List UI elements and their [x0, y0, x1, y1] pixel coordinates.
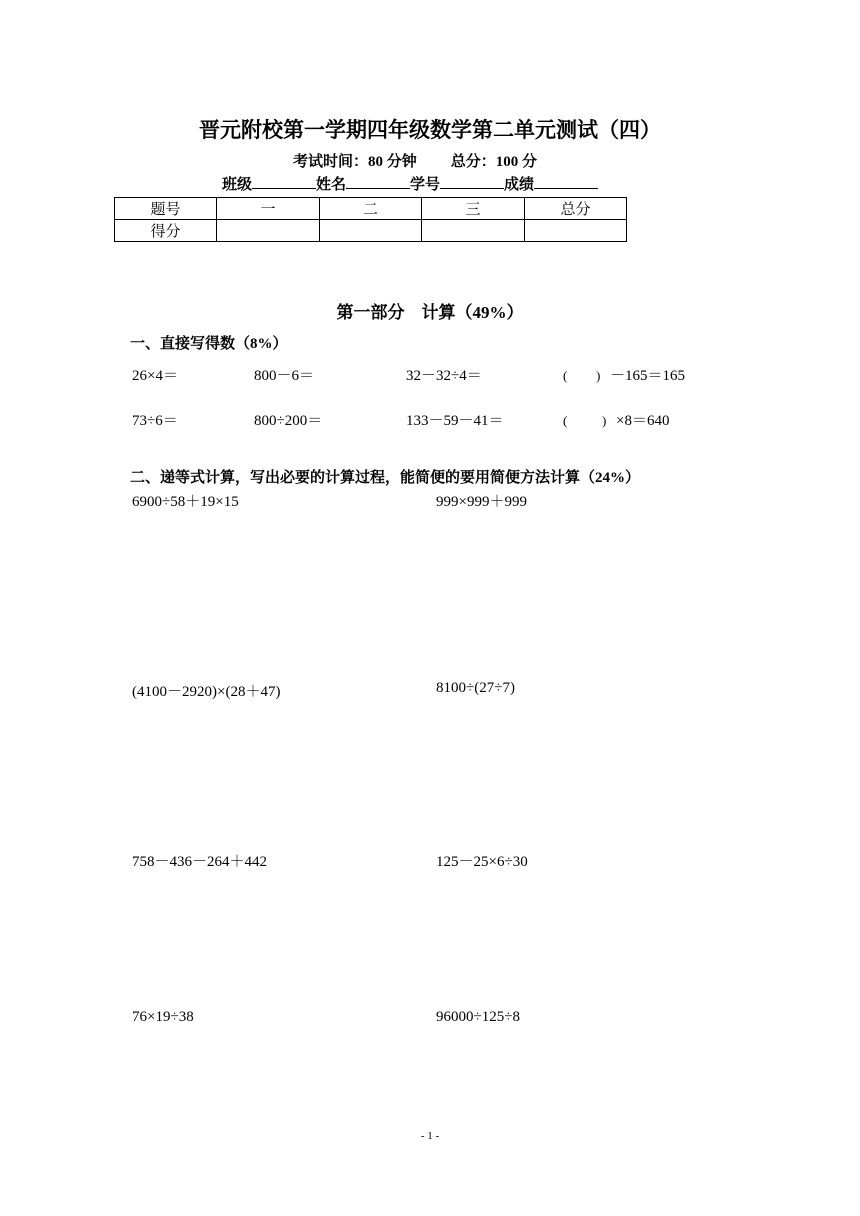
section-2-heading: 二、递等式计算，写出必要的计算过程，能简便的要用简便方法计算（24%） [130, 470, 641, 486]
mental-math-item: 26×4＝ [132, 368, 178, 384]
class-blank[interactable] [252, 174, 316, 189]
mental-math-item: 800÷200＝ [254, 413, 323, 429]
calculation-problem: 999×999＋999 [436, 494, 527, 510]
calculation-problem: 8100÷(27÷7) [436, 680, 515, 696]
score-blank[interactable] [534, 174, 598, 189]
score-cell-1[interactable] [217, 220, 320, 242]
score-label: 成绩 [504, 177, 535, 193]
section-1-heading: 一、直接写得数（8%） [130, 336, 288, 352]
answer-paren-open: ( [563, 413, 568, 428]
calculation-problem: 6900÷58＋19×15 [132, 494, 239, 510]
score-cell-total[interactable] [525, 220, 627, 242]
calculation-problem: 125－25×6÷30 [436, 854, 528, 870]
mental-math-item: －165＝165 [610, 368, 686, 384]
score-cell-3[interactable] [422, 220, 525, 242]
exam-title: 晋元附校第一学期四年级数学第二单元测试（四） [199, 118, 661, 142]
score-table-header: 一 [217, 198, 320, 220]
student-no-label: 学号 [410, 177, 441, 193]
student-info-line [222, 173, 598, 194]
class-label: 班级 [222, 177, 253, 193]
score-table-header: 题号 [115, 198, 217, 220]
exam-time: 考试时间：80 分钟 [293, 154, 417, 170]
mental-math-item: ×8＝640 [616, 413, 670, 429]
score-table-header: 三 [422, 198, 525, 220]
part-1-title: 第一部分 计算（49%） [336, 303, 524, 322]
calculation-problem: (4100－2920)×(28＋47) [132, 684, 281, 700]
score-table-header: 总分 [525, 198, 627, 220]
score-row-label: 得分 [115, 220, 217, 242]
name-blank[interactable] [346, 174, 410, 189]
calculation-problem: 96000÷125÷8 [436, 1009, 520, 1025]
score-table [114, 197, 627, 242]
student-no-blank[interactable] [440, 174, 504, 189]
score-cell-2[interactable] [320, 220, 422, 242]
mental-math-item: 800－6＝ [254, 368, 315, 384]
page-number: - 1 - [420, 1130, 440, 1142]
mental-math-item: 133－59－41＝ [406, 413, 504, 429]
calculation-problem: 758－436－264＋442 [132, 854, 268, 870]
score-table-header-row [115, 198, 627, 220]
calculation-problem: 76×19÷38 [132, 1009, 194, 1025]
score-table-row [115, 220, 627, 242]
name-label: 姓名 [316, 177, 347, 193]
answer-paren-open: ( [563, 368, 568, 383]
answer-paren-close: ) [602, 413, 607, 428]
exam-meta [293, 150, 537, 171]
mental-math-item: 73÷6＝ [132, 413, 178, 429]
exam-total-score: 总分：100 分 [450, 154, 538, 170]
score-table-header: 二 [320, 198, 422, 220]
answer-paren-close: ) [596, 368, 601, 383]
mental-math-item: 32－32÷4＝ [406, 368, 482, 384]
